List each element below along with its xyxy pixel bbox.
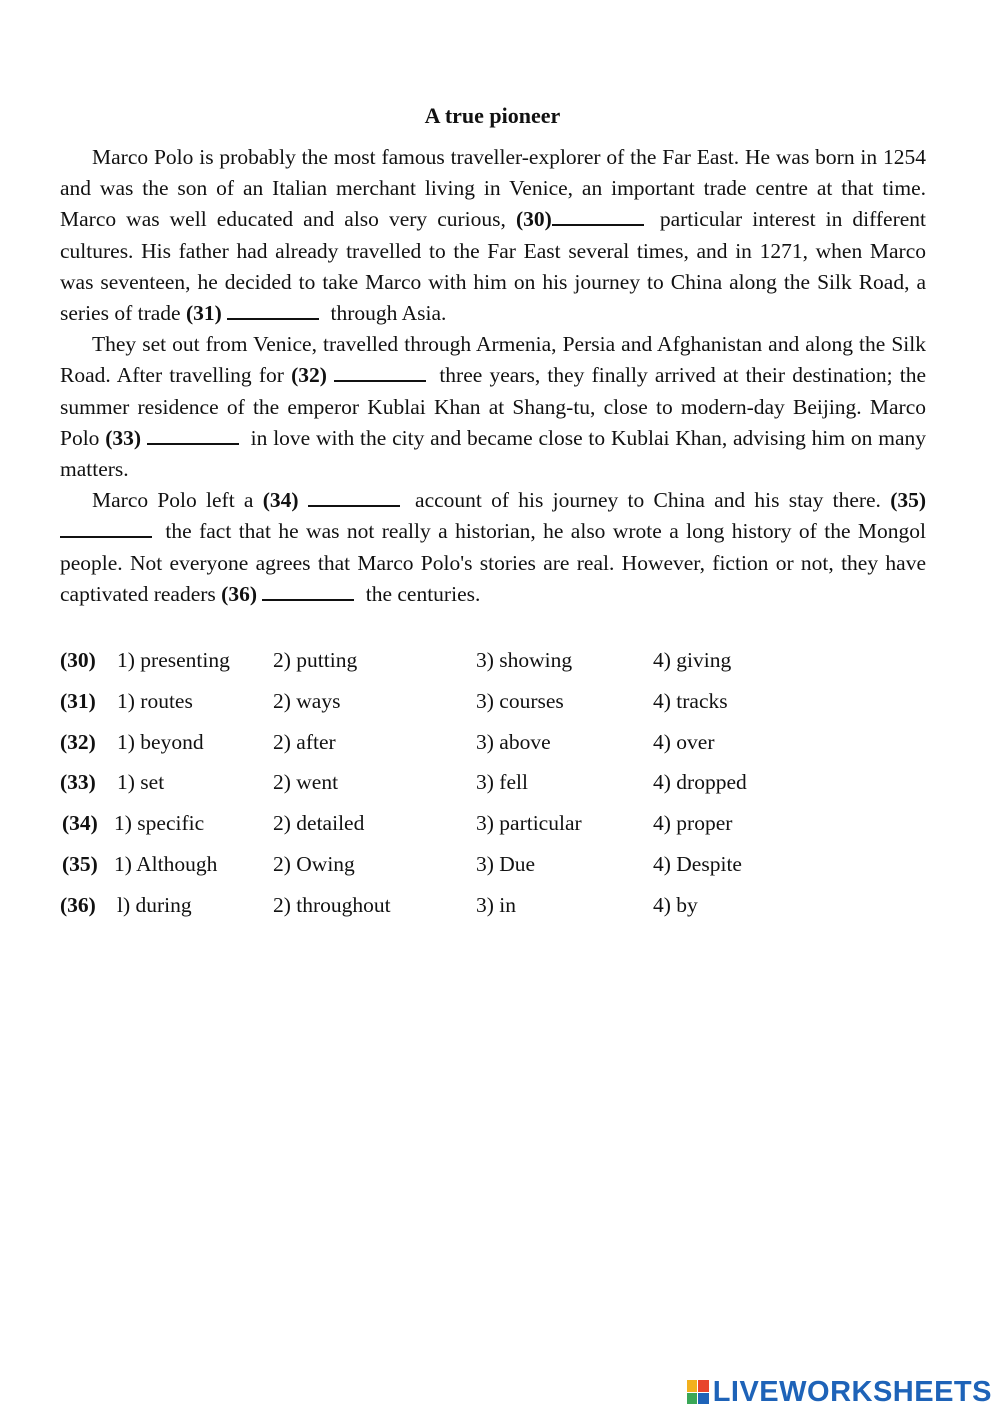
option-1[interactable]: 1) routes <box>117 688 193 713</box>
gap-35-blank[interactable] <box>60 518 152 538</box>
gap-30-blank[interactable] <box>552 206 644 226</box>
gap-34-blank[interactable] <box>308 487 400 507</box>
option-3[interactable]: 3) in <box>476 892 517 917</box>
question-row-35 <box>60 848 820 889</box>
question-number: (36) <box>60 892 96 917</box>
option-4[interactable]: 4) dropped <box>653 770 747 795</box>
option-1[interactable]: 1) beyond <box>117 729 204 754</box>
option-3[interactable]: 3) particular <box>476 811 582 836</box>
paragraph-2 <box>60 329 926 485</box>
question-row-36 <box>60 889 820 930</box>
question-row-30 <box>60 644 820 685</box>
question-number: (35) <box>62 851 98 876</box>
gap-31-blank[interactable] <box>227 300 319 320</box>
option-4[interactable]: 4) proper <box>653 811 733 836</box>
option-4[interactable]: 4) by <box>653 892 698 917</box>
option-4[interactable]: 4) tracks <box>653 688 728 713</box>
option-2[interactable]: 2) ways <box>273 688 341 713</box>
passage-text: Marco Polo left a <box>92 488 263 513</box>
liveworksheets-logo <box>687 1377 992 1407</box>
option-3[interactable]: 3) showing <box>476 648 573 672</box>
question-number: (34) <box>62 811 98 836</box>
gap-number-36: (36) <box>221 581 257 606</box>
option-3[interactable]: 3) fell <box>476 770 528 795</box>
answer-options-list <box>60 644 820 930</box>
passage-text: the fact that he was not really a historian, he also wrote a long history of the Mongol people. Not everyone agrees that Marco Polo's stories are real. However, fiction or not, they have captivated readers <box>60 519 926 606</box>
passage-text: account of his journey to China and his stay there. <box>405 488 891 513</box>
option-3[interactable]: 3) courses <box>476 688 564 713</box>
question-row-34 <box>60 807 820 848</box>
gap-36-blank[interactable] <box>262 581 354 601</box>
passage-text: in love with the city and became close to Kublai Khan, advising him on many matters. <box>60 425 926 482</box>
question-number: (33) <box>60 770 96 795</box>
paragraph-1 <box>60 142 926 329</box>
gap-number-31: (31) <box>185 301 222 326</box>
option-2[interactable]: 2) Owing <box>273 851 355 876</box>
gap-32-blank[interactable] <box>334 362 426 382</box>
gap-number-32: (32) <box>291 363 327 388</box>
question-row-31 <box>60 685 820 726</box>
passage-text: through Asia. <box>325 301 447 326</box>
option-2[interactable]: 2) putting <box>273 648 358 672</box>
option-2[interactable]: 2) went <box>273 770 339 795</box>
passage-text: three years, they finally arrived at their destination; the summer residence of the emperor Kublai Khan at Shang-tu, close to modern-day Beijing. Marco Polo <box>60 363 926 450</box>
option-2[interactable]: 2) after <box>273 729 336 754</box>
option-3[interactable]: 3) above <box>476 729 551 754</box>
option-4[interactable]: 4) giving <box>653 648 732 672</box>
logo-text: LIVEWORKSHEETS <box>712 1376 992 1408</box>
option-2[interactable]: 2) throughout <box>273 892 391 917</box>
question-number: (31) <box>60 688 96 713</box>
question-row-32 <box>60 726 820 767</box>
question-row-33 <box>60 766 820 807</box>
passage-text: the centuries. <box>360 581 481 606</box>
option-1[interactable]: 1) set <box>117 770 165 795</box>
option-2[interactable]: 2) detailed <box>273 811 365 836</box>
passage-text: Marco Polo is probably the most famous traveller-explorer of the Far East. He was born in 1254 and was the son of an Italian merchant living in Venice, an important trade centre at that time. Marco was well educated and also very curious, <box>60 145 926 232</box>
option-1[interactable]: 1) specific <box>114 811 205 836</box>
gap-number-34: (34) <box>262 488 299 513</box>
gap-33-blank[interactable] <box>147 425 239 445</box>
option-1[interactable]: l) during <box>117 892 192 917</box>
paragraph-3 <box>60 485 926 610</box>
option-4[interactable]: 4) over <box>653 729 715 754</box>
worksheet-title: A true pioneer <box>424 103 561 128</box>
reading-passage <box>60 142 926 610</box>
gap-number-30: (30) <box>515 207 552 232</box>
passage-text: particular interest in different cultures. His father had already travelled to the Far East several times, and in 1271, when Marco was seventeen, he decided to take Marco with him on his journey to China along the Silk Road, a series of trade <box>60 207 926 326</box>
question-number: (32) <box>60 729 96 754</box>
option-4[interactable]: 4) Despite <box>653 851 742 876</box>
option-3[interactable]: 3) Due <box>476 851 536 876</box>
option-1[interactable]: 1) presenting <box>117 648 230 672</box>
option-1[interactable]: 1) Although <box>114 851 218 876</box>
liveworksheets-logo-icon <box>687 1380 709 1404</box>
gap-number-33: (33) <box>105 425 142 450</box>
passage-text: They set out from Venice, travelled through Armenia, Persia and Afghanistan and along the Silk Road. After travelling for <box>60 332 926 388</box>
gap-number-35: (35) <box>890 488 927 513</box>
question-number: (30) <box>60 648 96 672</box>
